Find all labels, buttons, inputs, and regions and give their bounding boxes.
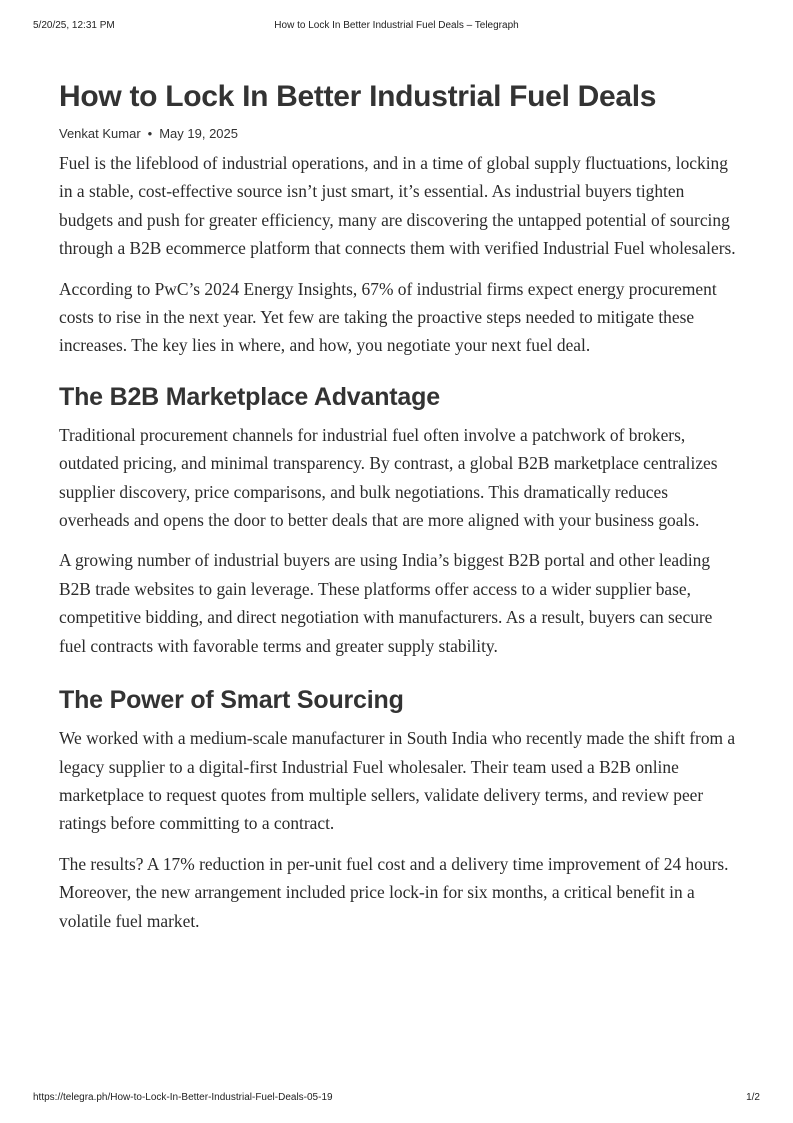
print-page-title: How to Lock In Better Industrial Fuel Deals – Telegraph xyxy=(274,20,519,31)
page-url: https://telegra.ph/How-to-Lock-In-Better-Industrial-Fuel-Deals-05-19 xyxy=(33,1092,333,1103)
print-header xyxy=(33,20,760,34)
byline-separator: • xyxy=(147,126,153,141)
article xyxy=(59,78,739,935)
section-1-paragraph-1: Traditional procurement channels for industrial fuel often involve a patchwork of brokers, outdated pricing, and minimal transparency. By contrast, a global B2B marketplace centralizes supplier discovery, price comparisons, and bulk negotiations. This dramatically reduces overheads and opens the door to better deals that are more aligned with your business goals. xyxy=(59,424,718,531)
print-footer xyxy=(33,1092,760,1106)
intro-paragraph-1: Fuel is the lifeblood of industrial operations, and in a time of global supply fluctuations, locking in a stable, cost-effective source isn’t just smart, it’s essential. As industrial buyers tighten budgets and push for greater efficiency, many are discovering the untapped potential of sourcing through a B2B ecommerce platform that connects them with verified Industrial Fuel wholesalers. xyxy=(59,153,736,259)
author-name[interactable]: Venkat Kumar xyxy=(59,126,141,141)
section-2-paragraph-1: We worked with a medium-scale manufacturer in South India who recently made the shift from a legacy supplier to a digital-first Industrial Fuel wholesaler. Their team used a B2B online marketplace to request quotes from multiple sellers, validate delivery terms, and review peer ratings before committing to a contract. xyxy=(59,728,736,834)
article-title: How to Lock In Better Industrial Fuel Deals xyxy=(59,80,657,113)
section-2-paragraph-2: The results? A 17% reduction in per-unit fuel cost and a delivery time improvement of 24 hours. Moreover, the new arrangement included price lock-in for six months, a critical benefit in a volatile fuel market. xyxy=(59,853,729,931)
publish-date: May 19, 2025 xyxy=(159,126,238,141)
print-datetime: 5/20/25, 12:31 PM xyxy=(33,20,115,31)
section-1-paragraph-2: A growing number of industrial buyers are using India’s biggest B2B portal and other leading B2B trade websites to gain leverage. These platforms offer access to a wider supplier base, competitive bidding, and direct negotiation with manufacturers. As a result, buyers can secure fuel contracts with favorable terms and greater supply stability. xyxy=(59,550,713,656)
page-number: 1/2 xyxy=(746,1092,760,1103)
section-heading-smart-sourcing: The Power of Smart Sourcing xyxy=(59,686,404,715)
intro-paragraph-2: According to PwC’s 2024 Energy Insights, 67% of industrial firms expect energy procurement costs to rise in the next year. Yet few are taking the proactive steps needed to mitigate these increases. The key lies in where, and how, you negotiate your next fuel deal. xyxy=(59,278,717,356)
byline xyxy=(59,125,739,143)
section-heading-marketplace: The B2B Marketplace Advantage xyxy=(59,382,440,411)
